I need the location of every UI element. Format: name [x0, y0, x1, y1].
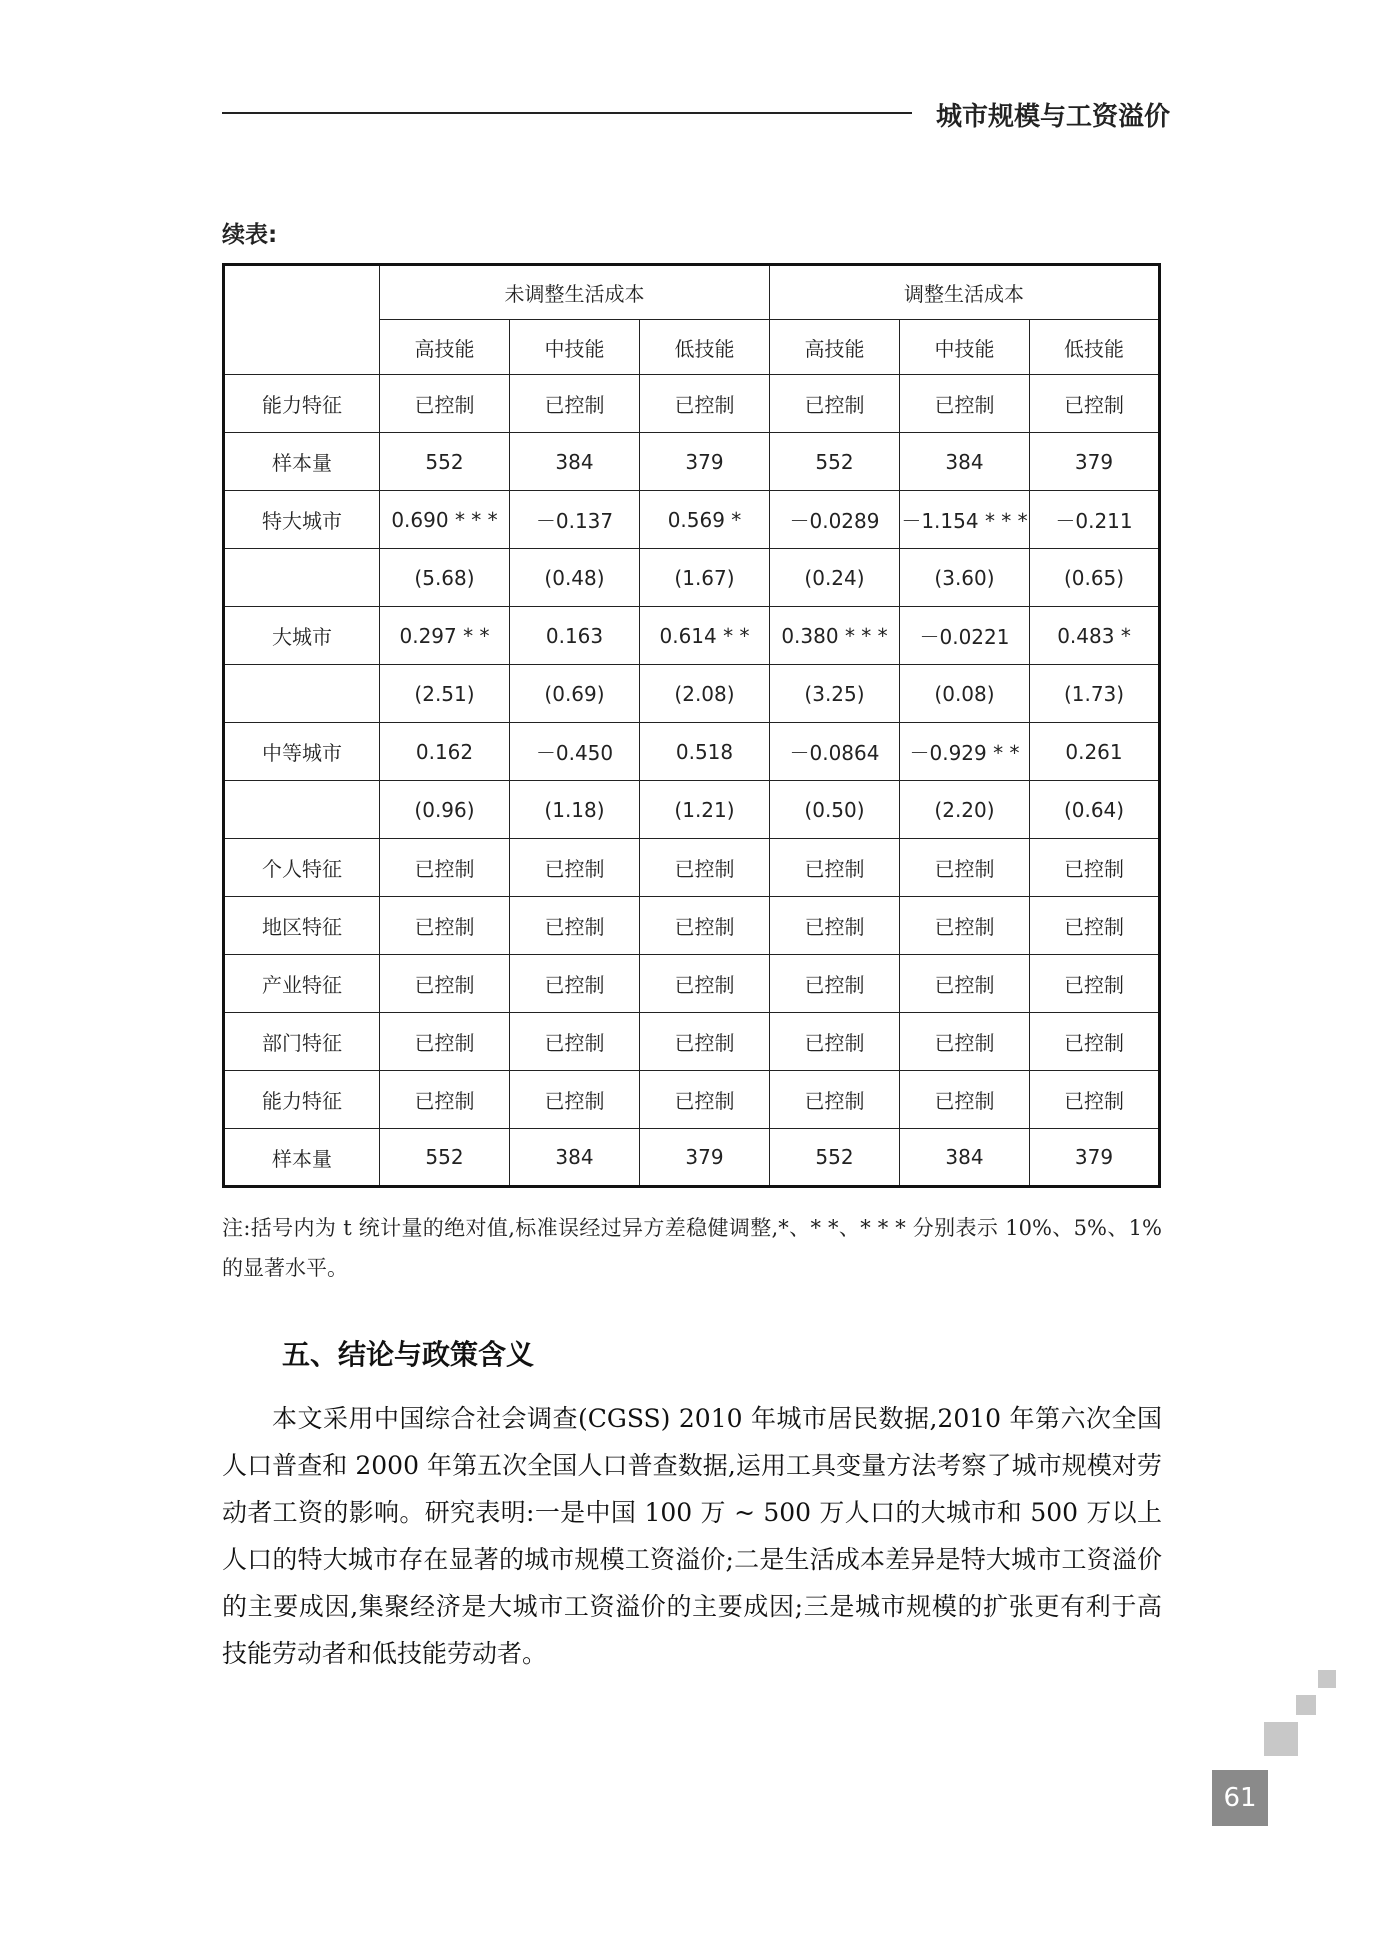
- sub-header-cell: 低技能: [640, 320, 770, 375]
- table-cell: (0.48): [510, 549, 640, 607]
- table-cell: 384: [510, 1129, 640, 1187]
- table-cell: 0.569 *: [640, 491, 770, 549]
- table-cell: －0.0221: [900, 607, 1030, 665]
- table-cell: 0.690 * * *: [380, 491, 510, 549]
- row-label: [224, 549, 380, 607]
- table-cell: 已控制: [380, 955, 510, 1013]
- table-cell: 已控制: [510, 897, 640, 955]
- running-title: 城市规模与工资溢价: [936, 102, 1171, 132]
- table-cell: 384: [510, 433, 640, 491]
- table-cell: －0.137: [510, 491, 640, 549]
- table-cell: 已控制: [1030, 839, 1160, 897]
- table-cell: 已控制: [1030, 955, 1160, 1013]
- table-cell: (0.24): [770, 549, 900, 607]
- table-row: [224, 723, 1160, 781]
- table-cell: 已控制: [640, 897, 770, 955]
- table-cell: (2.51): [380, 665, 510, 723]
- row-label: 部门特征: [224, 1013, 380, 1071]
- sub-header-cell: 低技能: [1030, 320, 1160, 375]
- table-cell: 已控制: [380, 1071, 510, 1129]
- table-cell: －0.0289: [770, 491, 900, 549]
- table-cell: (1.21): [640, 781, 770, 839]
- table-cell: (1.18): [510, 781, 640, 839]
- table-cell: (0.50): [770, 781, 900, 839]
- table-cell: 已控制: [510, 955, 640, 1013]
- table-cell: (3.60): [900, 549, 1030, 607]
- group-header-adjusted: 调整生活成本: [770, 265, 1160, 320]
- table-cell: 已控制: [900, 375, 1030, 433]
- table-cell: 已控制: [640, 955, 770, 1013]
- decor-square: [1296, 1695, 1316, 1715]
- page-number: 61: [1212, 1770, 1268, 1826]
- table-row: [224, 839, 1160, 897]
- table-cell: 已控制: [1030, 375, 1160, 433]
- table-cell: 已控制: [640, 1013, 770, 1071]
- table-row: [224, 955, 1160, 1013]
- table-cell: (1.73): [1030, 665, 1160, 723]
- table-cell: 379: [1030, 1129, 1160, 1187]
- table-row: [224, 549, 1160, 607]
- row-label: 地区特征: [224, 897, 380, 955]
- sub-header-cell: 高技能: [770, 320, 900, 375]
- table-cell: 379: [1030, 433, 1160, 491]
- decor-square: [1264, 1722, 1298, 1756]
- table-cell: 0.297 * *: [380, 607, 510, 665]
- table-row: [224, 1129, 1160, 1187]
- table-cell: 0.483 *: [1030, 607, 1160, 665]
- table-cell: (0.64): [1030, 781, 1160, 839]
- row-label: 能力特征: [224, 375, 380, 433]
- section-title: 五、结论与政策含义: [282, 1338, 535, 1371]
- table-cell: 0.380 * * *: [770, 607, 900, 665]
- table-cell: 已控制: [640, 375, 770, 433]
- table-cell: 已控制: [640, 839, 770, 897]
- table-cell: 0.261: [1030, 723, 1160, 781]
- table-cell: 552: [770, 433, 900, 491]
- table-cell: 0.518: [640, 723, 770, 781]
- table-cell: 已控制: [380, 1013, 510, 1071]
- body-paragraph: 本文采用中国综合社会调查(CGSS) 2010 年城市居民数据,2010 年第六次全国人口普查和 2000 年第五次全国人口普查数据,运用工具变量方法考察了城市规模对劳动者工资的影响。研究表明:一是中国 100 万 ~ 500 万人口的大城市和 500 万以上人口的特大城市存在显著的城市规模工资溢价;二是生活成本差异是特大城市工资溢价的主要成因,集聚经济是大城市工资溢价的主要成因;三是城市规模的扩张更有利于高技能劳动者和低技能劳动者。: [222, 1404, 1162, 1668]
- table-cell: 已控制: [900, 897, 1030, 955]
- decor-square: [1318, 1670, 1336, 1688]
- table-cell: 552: [770, 1129, 900, 1187]
- table-row: [224, 781, 1160, 839]
- table-cell: 已控制: [770, 375, 900, 433]
- table-row: [224, 1071, 1160, 1129]
- table-cell: 已控制: [900, 1071, 1030, 1129]
- table-cell: 已控制: [900, 839, 1030, 897]
- regression-table: [222, 263, 1161, 1188]
- table-cell: 384: [900, 1129, 1030, 1187]
- table-cell: 0.162: [380, 723, 510, 781]
- table-cell: (0.69): [510, 665, 640, 723]
- table-cell: －0.929 * *: [900, 723, 1030, 781]
- table-cell: (0.65): [1030, 549, 1160, 607]
- table-cell: (3.25): [770, 665, 900, 723]
- table-row: [224, 607, 1160, 665]
- sub-header-cell: 高技能: [380, 320, 510, 375]
- table-body: [224, 375, 1160, 1187]
- table-cell: (2.20): [900, 781, 1030, 839]
- table-cell: 552: [380, 1129, 510, 1187]
- table-row: [224, 491, 1160, 549]
- table-row: [224, 1013, 1160, 1071]
- table-cell: 已控制: [770, 1071, 900, 1129]
- table-cell: 已控制: [510, 1013, 640, 1071]
- table-cell: (5.68): [380, 549, 510, 607]
- table-cell: 552: [380, 433, 510, 491]
- table-row: [224, 897, 1160, 955]
- table-cell: 已控制: [1030, 1071, 1160, 1129]
- group-header-unadjusted: 未调整生活成本: [380, 265, 770, 320]
- table-row: [224, 665, 1160, 723]
- table-cell: 0.614 * *: [640, 607, 770, 665]
- table-note: 注:括号内为 t 统计量的绝对值,标准误经过异方差稳健调整,*、* *、* * * 分别表示 10%、5%、1% 的显著水平。: [222, 1216, 1162, 1280]
- table-cell: 已控制: [510, 1071, 640, 1129]
- table-cell: 379: [640, 433, 770, 491]
- table-cell: 已控制: [380, 375, 510, 433]
- table-cell: －0.211: [1030, 491, 1160, 549]
- table-cell: (2.08): [640, 665, 770, 723]
- table-cell: 已控制: [900, 1013, 1030, 1071]
- sub-header-cell: 中技能: [900, 320, 1030, 375]
- table-cell: 已控制: [770, 897, 900, 955]
- row-label: 个人特征: [224, 839, 380, 897]
- table-cell: －1.154 * * *: [900, 491, 1030, 549]
- table-cell: 384: [900, 433, 1030, 491]
- row-label: 产业特征: [224, 955, 380, 1013]
- table-cell: 已控制: [1030, 1013, 1160, 1071]
- row-label: [224, 665, 380, 723]
- row-label: 中等城市: [224, 723, 380, 781]
- table-cell: 已控制: [770, 1013, 900, 1071]
- table-cell: 已控制: [770, 955, 900, 1013]
- table-cell: 已控制: [640, 1071, 770, 1129]
- row-label: 样本量: [224, 433, 380, 491]
- table-cell: (1.67): [640, 549, 770, 607]
- table-cell: (0.08): [900, 665, 1030, 723]
- row-label: 样本量: [224, 1129, 380, 1187]
- table-cell: 379: [640, 1129, 770, 1187]
- table-cell: 已控制: [510, 839, 640, 897]
- row-label: 特大城市: [224, 491, 380, 549]
- table-cell: 已控制: [900, 955, 1030, 1013]
- table-cell: －0.450: [510, 723, 640, 781]
- table-cell: 0.163: [510, 607, 640, 665]
- table-row: [224, 433, 1160, 491]
- table-cell: (0.96): [380, 781, 510, 839]
- row-label: 能力特征: [224, 1071, 380, 1129]
- table-corner-cell: [224, 265, 380, 375]
- row-label: [224, 781, 380, 839]
- table-cell: －0.0864: [770, 723, 900, 781]
- table-cell: 已控制: [1030, 897, 1160, 955]
- table-cell: 已控制: [380, 897, 510, 955]
- table-cell: 已控制: [770, 839, 900, 897]
- table-row: [224, 375, 1160, 433]
- row-label: 大城市: [224, 607, 380, 665]
- table-cell: 已控制: [380, 839, 510, 897]
- table-cell: 已控制: [510, 375, 640, 433]
- table-caption: 续表:: [222, 222, 278, 248]
- header-rule: [222, 112, 912, 114]
- table-group-header-row: [224, 265, 1160, 320]
- sub-header-cell: 中技能: [510, 320, 640, 375]
